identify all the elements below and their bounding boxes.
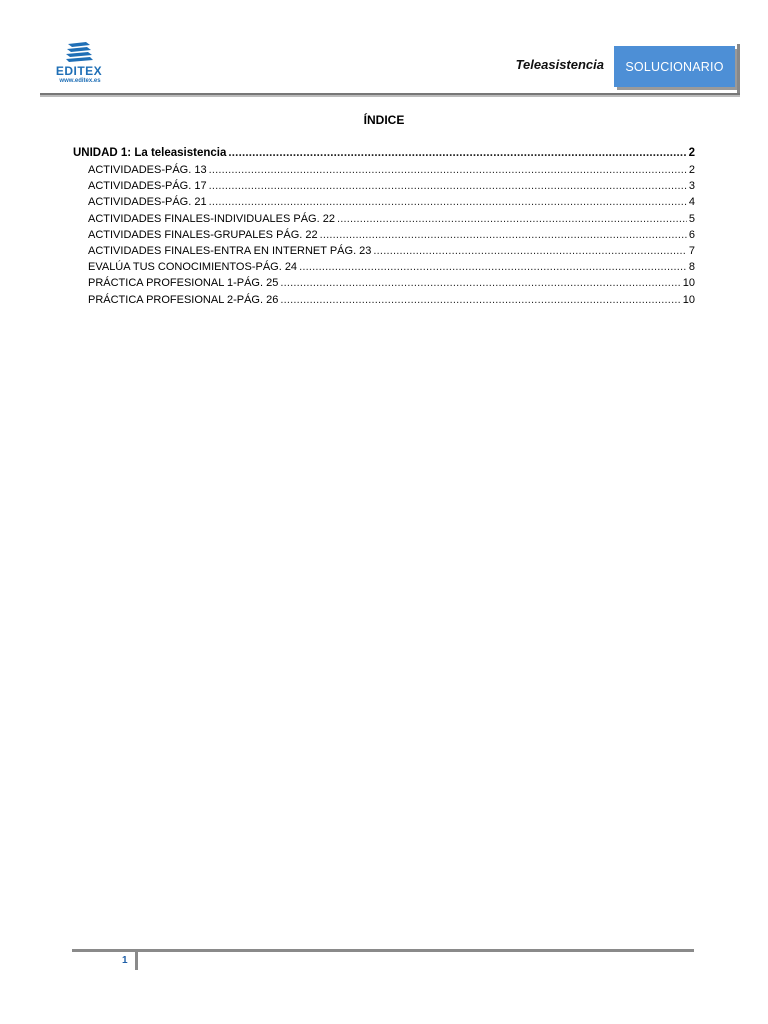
toc-entry-page: 3: [688, 180, 695, 193]
toc-dot-leader: [209, 194, 687, 210]
toc-entry[interactable]: [73, 243, 695, 259]
toc-dot-leader: [320, 227, 687, 243]
toc-entry[interactable]: [73, 178, 695, 194]
footer-page-separator: [135, 951, 138, 970]
logo-wordmark: EDITEX: [55, 64, 103, 78]
toc-entry-page: 2: [688, 147, 695, 159]
editex-logo[interactable]: [50, 40, 110, 92]
toc-entry-page: 2: [688, 164, 695, 176]
toc-entry-label: ACTIVIDADES-PÁG. 13: [88, 164, 207, 176]
toc-entry[interactable]: [73, 162, 695, 178]
solucionario-badge: SOLUCIONARIO: [614, 46, 735, 87]
toc-entry[interactable]: [73, 211, 695, 227]
toc-entry-label: ACTIVIDADES FINALES-INDIVIDUALES PÁG. 22: [88, 212, 335, 225]
table-of-contents: [73, 145, 695, 308]
toc-entry-label: ACTIVIDADES-PÁG. 21: [88, 196, 207, 209]
toc-entry-page: 10: [682, 277, 695, 290]
toc-entry-page: 10: [682, 293, 695, 306]
toc-entry-label: UNIDAD 1: La teleasistencia: [73, 147, 227, 159]
toc-entry-page: 5: [688, 212, 695, 225]
toc-dot-leader: [280, 275, 680, 291]
toc-entry-label: PRÁCTICA PROFESIONAL 2-PÁG. 26: [88, 293, 279, 306]
document-title: Teleasistencia: [515, 57, 604, 72]
books-icon: [50, 40, 110, 64]
page-number: 1: [122, 955, 128, 966]
toc-entry[interactable]: [73, 227, 695, 243]
toc-entry-unit-1[interactable]: [73, 145, 695, 162]
toc-dot-leader: [337, 211, 687, 227]
header-side-border: [737, 44, 740, 96]
toc-entry[interactable]: [73, 194, 695, 210]
toc-entry-label: PRÁCTICA PROFESIONAL 1-PÁG. 25: [88, 277, 279, 290]
toc-entry-label: ACTIVIDADES FINALES-ENTRA EN INTERNET PÁG. 23: [88, 244, 372, 257]
toc-entry-label: ACTIVIDADES-PÁG. 17: [88, 180, 207, 193]
toc-entry-page: 7: [688, 244, 695, 257]
toc-dot-leader: [209, 178, 687, 194]
toc-entry[interactable]: [73, 292, 695, 308]
toc-dot-leader: [373, 243, 686, 259]
toc-entry[interactable]: [73, 275, 695, 291]
toc-entry-page: 4: [688, 196, 695, 209]
index-heading: ÍNDICE: [363, 113, 405, 127]
toc-entry-label: ACTIVIDADES FINALES-GRUPALES PÁG. 22: [88, 228, 318, 241]
header-divider-shadow: [40, 95, 740, 97]
footer-divider: [72, 949, 694, 952]
toc-dot-leader: [299, 259, 687, 275]
toc-entry[interactable]: [73, 259, 695, 275]
toc-dot-leader: [209, 162, 687, 178]
toc-entry-page: 8: [688, 261, 695, 274]
toc-dot-leader: [228, 145, 686, 161]
toc-entry-page: 6: [688, 228, 695, 241]
toc-entry-label: EVALÚA TUS CONOCIMIENTOS-PÁG. 24: [88, 261, 298, 274]
toc-dot-leader: [280, 292, 680, 308]
logo-url: www.editex.es: [59, 78, 101, 84]
